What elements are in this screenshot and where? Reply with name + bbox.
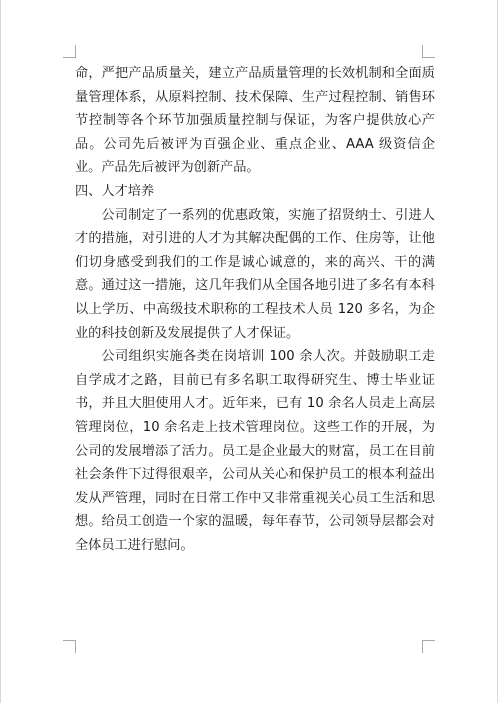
margin-corner-bottom-left [63,640,76,653]
document-body[interactable] [75,62,435,557]
paragraph-staff-training: 公司组织实施各类在岗培训 100 余人次。并鼓励职工走自学成才之路，目前已有多名职工取得研究生、博士毕业证书，并且大胆使用人才。近年来，已有 10 余名人员走上高层管理岗位，10 余名走上技术管理岗位。这些工作的开展，为公司的发展增添了活力。员工是企业最大的财富，员工在目前社会条件下过得很艰辛，公司从关心和保护员工的根本利益出发从严管理，同时在日常工作中又非常重视关心员工生活和思想。给员工创造一个家的温暖，每年春节，公司领导层都会对全体员工进行慰问。 [75,349,435,553]
paragraph-talent-policy: 公司制定了一系列的优惠政策，实施了招贤纳士、引进人才的措施，对引进的人才为其解决配偶的工作、住房等，让他们切身感受到我们的工作是诚心诚意的，来的高兴、干的满意。通过这一措施，这几年我们从全国各地引进了多名有本科以上学历、中高级技术职称的工程技术人员 120 多名，为企业的科技创新及发展提供了人才保证。 [75,207,435,341]
paragraph-quality-control: 命，严把产品质量关，建立产品质量管理的长效机制和全面质量管理体系，从原料控制、技术保障、生产过程控制、销售环节控制等各个环节加强质量控制与保证，为客户提供放心产品。公司先后被评为百强企业、重点企业、AAA 级资信企业。产品先后被评为创新产品。 [75,66,435,176]
margin-corner-top-right [422,45,435,58]
page-left-edge [0,0,1,703]
section-heading-talent: 四、人才培养 [75,183,155,199]
margin-corner-bottom-right [422,640,435,653]
margin-corner-top-left [63,45,76,58]
